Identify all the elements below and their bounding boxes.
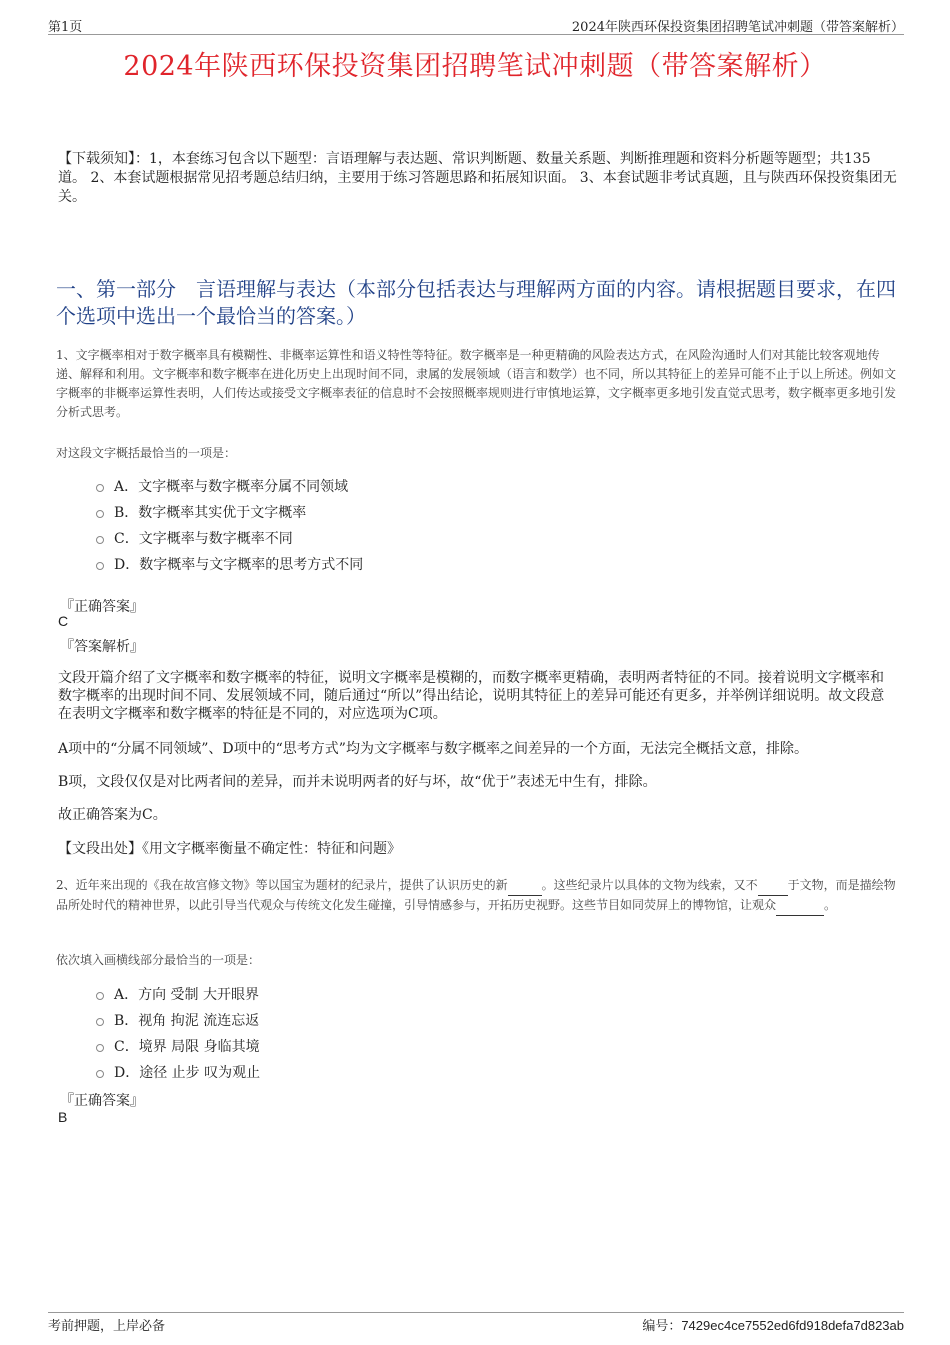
option-d[interactable]: D．数字概率与文字概率的思考方式不同: [96, 551, 363, 577]
analysis-paragraph: A项中的“分属不同领域”、D项中的“思考方式”均为文字概率与数字概率之间差异的一个方面，无法完全概括文意，排除。: [58, 741, 808, 757]
option-b[interactable]: B．数字概率其实优于文字概率: [96, 499, 363, 525]
option-b[interactable]: B．视角 拘泥 流连忘返: [96, 1007, 260, 1033]
option-c[interactable]: C．文字概率与数字概率不同: [96, 525, 363, 551]
question-2-prompt: 依次填入画横线部分最恰当的一项是：: [56, 953, 261, 967]
question-2-options: [96, 981, 260, 1085]
analysis-paragraph: 文段开篇介绍了文字概率和数字概率的特征，说明文字概率是模糊的，而数字概率更精确，表明两者特征的不同。接着说明文字概率和数字概率的出现时间不同、发展领域不同，随后通过“所以”得出结论，说明其特征上的差异可能还有更多，并举例详细说明。故文段意在表明文字概率和数字概率的特征是不同的，对应选项为C项。: [58, 670, 885, 722]
page-number: 第1页: [48, 20, 83, 35]
radio-icon[interactable]: [96, 1070, 104, 1078]
answer-value: C: [58, 613, 69, 629]
question-2-text: 2、近年来出现的《我在故宫修文物》等以国宝为题材的纪录片，提供了认识历史的新 。这些纪录片以具体的文物为线索，又不 于文物，而是描绘物品所处时代的精神世界，以此引导当代观众与传统文化发生碰撞，引导情感参与，开拓历史视野。这些节目如同荧屏上的博物馆，让观众 。: [56, 876, 898, 916]
radio-icon[interactable]: [96, 510, 104, 518]
question-1-text: 1、文字概率相对于数字概率具有模糊性、非概率运算性和语义特性等特征。数字概率是一种更精确的风险表达方式，在风险沟通时人们对其能比较客观地传递、解释和利用。文字概率和数字概率在进化历史上出现时间不同，隶属的发展领域（语言和数学）也不同，所以其特征上的差异可能不止于以上所述。例如文字概率的非概率运算性表明，人们传达或接受文字概率表征的信息时不会按照概率规则进行审慎地运算，文字概率更多地引发直觉式思考，数字概率更多地引发分析式思考。: [56, 348, 897, 419]
text-source: 【文段出处】《用文字概率衡量不确定性：特征和问题》: [58, 841, 401, 857]
radio-icon[interactable]: [96, 1044, 104, 1052]
radio-icon[interactable]: [96, 536, 104, 544]
answer-value: B: [58, 1109, 68, 1125]
radio-icon[interactable]: [96, 992, 104, 1000]
page-header: [48, 14, 904, 35]
answer-label: 『正确答案』: [60, 599, 144, 615]
blank-1[interactable]: [508, 876, 542, 896]
radio-icon[interactable]: [96, 562, 104, 570]
document-id: 编号：7429ec4ce7552ed6fd918defa7d823ab: [642, 1318, 904, 1333]
document-title: 2024年陕西环保投资集团招聘笔试冲刺题（带答案解析）: [123, 51, 827, 82]
analysis-label: 『答案解析』: [60, 639, 144, 655]
option-a[interactable]: A．文字概率与数字概率分属不同领域: [96, 473, 363, 499]
option-c[interactable]: C．境界 局限 身临其境: [96, 1033, 260, 1059]
option-a[interactable]: A．方向 受制 大开眼界: [96, 981, 260, 1007]
radio-icon[interactable]: [96, 1018, 104, 1026]
answer-label: 『正确答案』: [60, 1093, 144, 1109]
page-footer: [48, 1312, 904, 1334]
analysis-paragraph: B项，文段仅仅是对比两者间的差异，而并未说明两者的好与坏，故“优于”表述无中生有，排除。: [58, 774, 657, 790]
section-heading: 一、第一部分 言语理解与表达（本部分包括表达与理解两方面的内容。请根据题目要求，在四个选项中选出一个最恰当的答案。）: [56, 277, 896, 328]
analysis-conclusion: 故正确答案为C。: [58, 807, 167, 823]
question-1-options: [96, 473, 363, 577]
option-d[interactable]: D．途径 止步 叹为观止: [96, 1059, 260, 1085]
blank-3[interactable]: [776, 896, 824, 916]
radio-icon[interactable]: [96, 484, 104, 492]
download-notice: 【下载须知】：1，本套练习包含以下题型：言语理解与表达题、常识判断题、数量关系题、判断推理题和资料分析题等题型；共135道。 2、本套试题根据常见招考题总结归纳，主要用于练习答题思路和拓展知识面。 3、本套试题非考试真题，且与陕西环保投资集团无关。: [58, 151, 897, 205]
blank-2[interactable]: [758, 876, 788, 896]
footer-slogan: 考前押题，上岸必备: [48, 1319, 166, 1334]
header-doc-title: 2024年陕西环保投资集团招聘笔试冲刺题（带答案解析）: [571, 20, 904, 35]
question-1-prompt: 对这段文字概括最恰当的一项是：: [56, 446, 237, 460]
